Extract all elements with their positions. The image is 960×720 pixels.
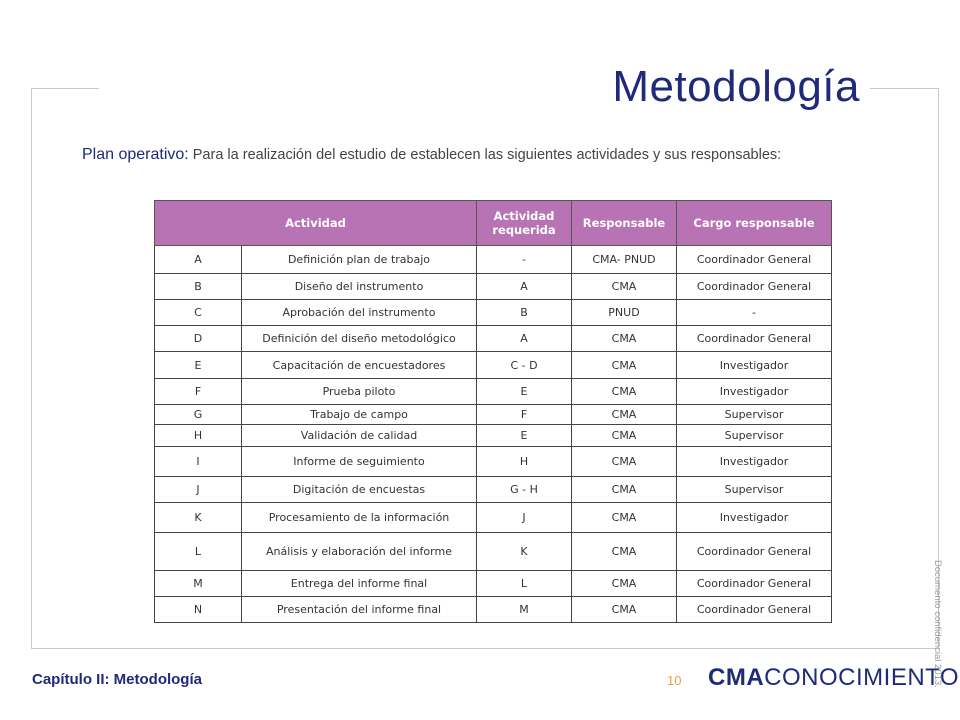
cell-cargo: Coordinador General [677,246,832,274]
chapter-label: Capítulo II: Metodología [32,671,202,688]
cell-actividad: Entrega del informe final [242,571,477,597]
header-cargo-responsable: Cargo responsable [677,201,832,246]
cell-cargo: Investigador [677,352,832,379]
cell-cargo: Investigador [677,503,832,533]
cell-id: G [155,405,242,425]
intro-text: Para la realización del estudio de establecen las siguientes actividades y sus responsables: [188,147,782,163]
cell-cargo: Coordinador General [677,571,832,597]
cell-cargo: Coordinador General [677,274,832,300]
table-row [155,597,832,623]
cell-cargo: Supervisor [677,405,832,425]
company-logo [708,664,959,692]
cell-actividad: Prueba piloto [242,379,477,405]
cell-id: F [155,379,242,405]
cell-cargo: Coordinador General [677,326,832,352]
cell-id: J [155,477,242,503]
cell-id: C [155,300,242,326]
cell-actividad-requerida: H [477,447,572,477]
table-row [155,533,832,571]
cell-actividad-requerida: J [477,503,572,533]
cell-actividad-requerida: C - D [477,352,572,379]
table-row [155,274,832,300]
cell-actividad-requerida: L [477,571,572,597]
frame-line-left [31,88,32,648]
header-responsable: Responsable [572,201,677,246]
cell-id: B [155,274,242,300]
cell-actividad-requerida: - [477,246,572,274]
frame-line-top-right [870,88,938,89]
cell-id: N [155,597,242,623]
activities-table [154,200,832,623]
logo-rest: CONOCIMIENTO [764,664,960,691]
cell-actividad-requerida: A [477,274,572,300]
table-row [155,447,832,477]
cell-responsable: CMA [572,274,677,300]
cell-actividad-requerida: B [477,300,572,326]
cell-responsable: CMA [572,477,677,503]
table-row [155,477,832,503]
header-actividad-requerida: Actividad requerida [477,201,572,246]
cell-responsable: CMA [572,503,677,533]
cell-actividad: Procesamiento de la información [242,503,477,533]
page-number: 10 [667,673,682,688]
cell-responsable: CMA [572,447,677,477]
cell-actividad-requerida: G - H [477,477,572,503]
table-row [155,571,832,597]
cell-actividad: Trabajo de campo [242,405,477,425]
table-row [155,379,832,405]
cell-cargo: - [677,300,832,326]
cell-responsable: CMA [572,533,677,571]
cell-responsable: PNUD [572,300,677,326]
cell-actividad: Definición del diseño metodológico [242,326,477,352]
frame-line-bottom [31,648,939,649]
cell-actividad: Informe de seguimiento [242,447,477,477]
cell-responsable: CMA [572,326,677,352]
cell-actividad-requerida: K [477,533,572,571]
cell-id: A [155,246,242,274]
header-actividad: Actividad [155,201,477,246]
cell-actividad: Presentación del informe final [242,597,477,623]
cell-actividad: Digitación de encuestas [242,477,477,503]
cell-cargo: Coordinador General [677,597,832,623]
cell-actividad: Aprobación del instrumento [242,300,477,326]
table-row [155,503,832,533]
cell-actividad-requerida: F [477,405,572,425]
cell-id: L [155,533,242,571]
cell-cargo: Supervisor [677,477,832,503]
cell-responsable: CMA- PNUD [572,246,677,274]
cell-actividad: Análisis y elaboración del informe [242,533,477,571]
cell-id: H [155,425,242,447]
slide-title: Metodología [612,62,860,111]
cell-id: E [155,352,242,379]
frame-line-top-left [31,88,99,89]
cell-id: I [155,447,242,477]
table-row [155,326,832,352]
cell-responsable: CMA [572,405,677,425]
table-header-row [155,201,832,246]
cell-actividad: Capacitación de encuestadores [242,352,477,379]
cell-actividad-requerida: E [477,425,572,447]
cell-cargo: Coordinador General [677,533,832,571]
cell-actividad-requerida: E [477,379,572,405]
cell-actividad-requerida: M [477,597,572,623]
cell-cargo: Investigador [677,379,832,405]
cell-responsable: CMA [572,571,677,597]
table-row [155,246,832,274]
cell-id: M [155,571,242,597]
cell-cargo: Investigador [677,447,832,477]
cell-actividad: Validación de calidad [242,425,477,447]
cell-responsable: CMA [572,597,677,623]
cell-actividad-requerida: A [477,326,572,352]
table-row [155,405,832,425]
cell-id: D [155,326,242,352]
cell-cargo: Supervisor [677,425,832,447]
table-row [155,300,832,326]
logo-bold: CMA [708,664,765,691]
intro-paragraph [82,146,882,164]
cell-responsable: CMA [572,379,677,405]
cell-responsable: CMA [572,352,677,379]
table-row [155,425,832,447]
cell-actividad: Diseño del instrumento [242,274,477,300]
intro-lead: Plan operativo: [82,146,189,163]
confidential-note: Documento confidencial 2013. [932,560,943,688]
cell-actividad: Definición plan de trabajo [242,246,477,274]
table-body [155,246,832,623]
cell-responsable: CMA [572,425,677,447]
cell-id: K [155,503,242,533]
table-row [155,352,832,379]
